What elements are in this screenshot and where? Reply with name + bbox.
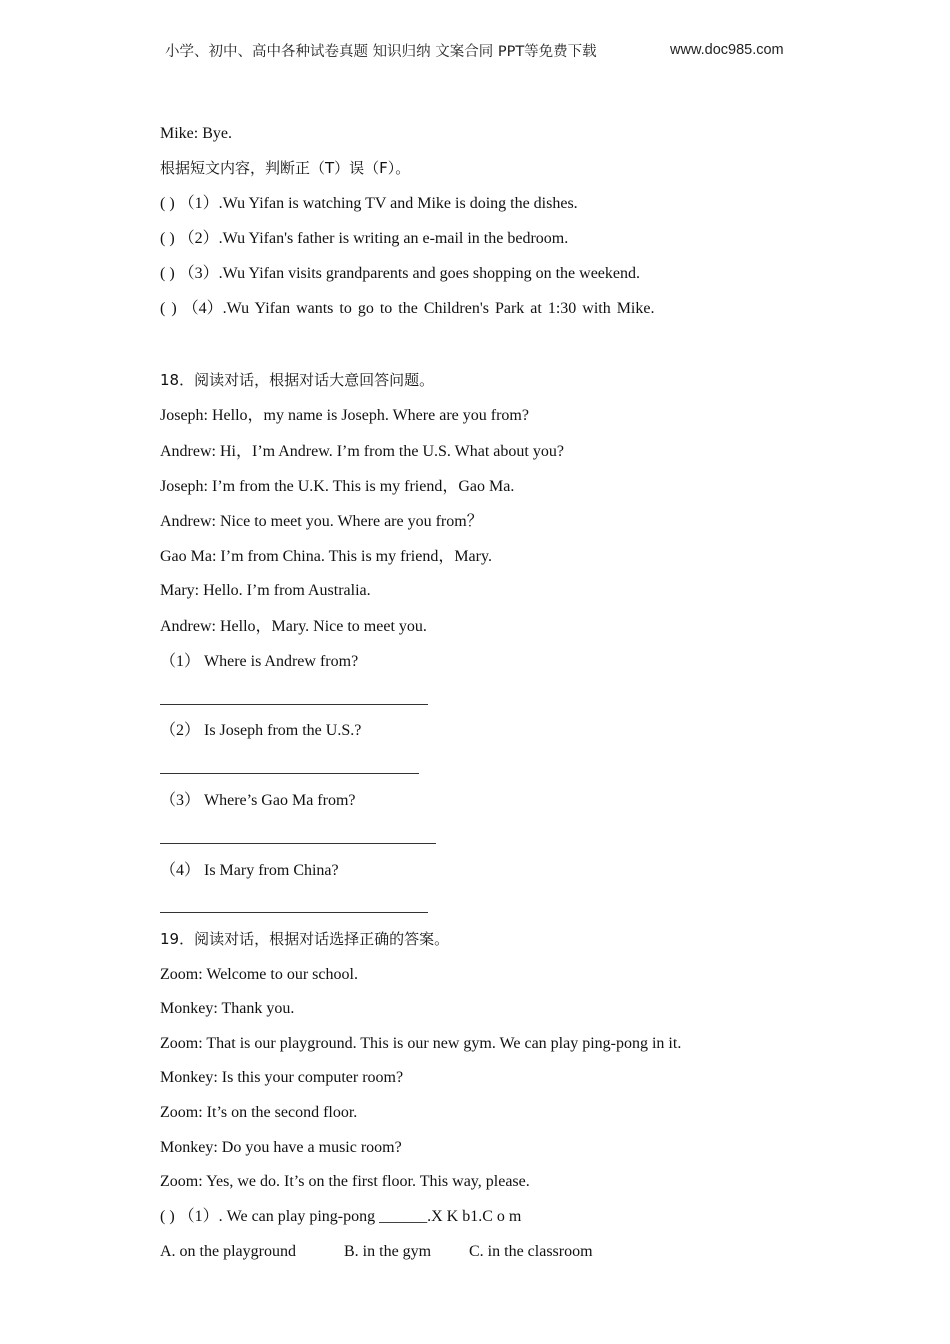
answer-blank[interactable] [160, 773, 419, 774]
header-website[interactable]: www.doc985.com [670, 42, 784, 58]
dialogue-line: Monkey: Is this your computer room? [160, 1069, 404, 1086]
instruction-text: 根据短文内容，判断正（T）误（F）。 [160, 159, 411, 177]
true-false-item: ( ) （1）.Wu Yifan is watching TV and Mike is doing the dishes. [160, 195, 578, 212]
question-item: （2） Is Joseph from the U.S.? [160, 722, 362, 739]
dialogue-line: Joseph: I’m from the U.K. This is my friend，Gao Ma. [160, 478, 515, 495]
question-item: （1） Where is Andrew from? [160, 653, 359, 670]
answer-options [160, 1242, 593, 1262]
question-item: （4） Is Mary from China? [160, 862, 339, 879]
answer-blank[interactable] [160, 843, 436, 844]
dialogue-line: Mike: Bye. [160, 125, 232, 142]
dialogue-line: Zoom: That is our playground. This is our new gym. We can play ping-pong in it. [160, 1035, 682, 1052]
question-item: （3） Where’s Gao Ma from? [160, 792, 356, 809]
dialogue-line: Andrew: Hi，I’m Andrew. I’m from the U.S. What about you? [160, 443, 564, 460]
dialogue-line: Zoom: Welcome to our school. [160, 966, 358, 983]
question-title: 18．阅读对话，根据对话大意回答问题。 [160, 371, 435, 389]
option-a[interactable]: A. on the playground [160, 1243, 296, 1260]
option-b[interactable]: B. in the gym [344, 1243, 432, 1260]
dialogue-line: Gao Ma: I’m from China. This is my friend，Mary. [160, 548, 492, 565]
dialogue-line: Mary: Hello. I’m from Australia. [160, 582, 371, 599]
true-false-item: ( ) （3）.Wu Yifan visits grandparents and goes shopping on the weekend. [160, 265, 641, 282]
answer-blank[interactable] [160, 912, 428, 913]
true-false-item: ( ) （4）.Wu Yifan wants to go to the Children's Park at 1:30 with Mike. [160, 300, 655, 317]
question-item: ( ) （1）. We can play ping-pong ______.X K b1.C o m [160, 1208, 522, 1225]
answer-blank[interactable] [160, 704, 428, 705]
question-title: 19．阅读对话，根据对话选择正确的答案。 [160, 930, 450, 948]
dialogue-line: Monkey: Do you have a music room? [160, 1139, 402, 1156]
header-slogan: 小学、初中、高中各种试卷真题 知识归纳 文案合同 PPT等免费下载 [165, 44, 597, 60]
dialogue-line: Joseph: Hello，my name is Joseph. Where are you from? [160, 407, 529, 424]
dialogue-line: Andrew: Nice to meet you. Where are you from？ [160, 513, 483, 530]
true-false-item: ( ) （2）.Wu Yifan's father is writing an e-mail in the bedroom. [160, 230, 569, 247]
dialogue-line: Zoom: It’s on the second floor. [160, 1104, 358, 1121]
dialogue-line: Monkey: Thank you. [160, 1000, 295, 1017]
dialogue-line: Andrew: Hello，Mary. Nice to meet you. [160, 618, 427, 635]
option-c[interactable]: C. in the classroom [469, 1243, 593, 1260]
dialogue-line: Zoom: Yes, we do. It’s on the first floor. This way, please. [160, 1173, 530, 1190]
page-header [165, 40, 805, 64]
